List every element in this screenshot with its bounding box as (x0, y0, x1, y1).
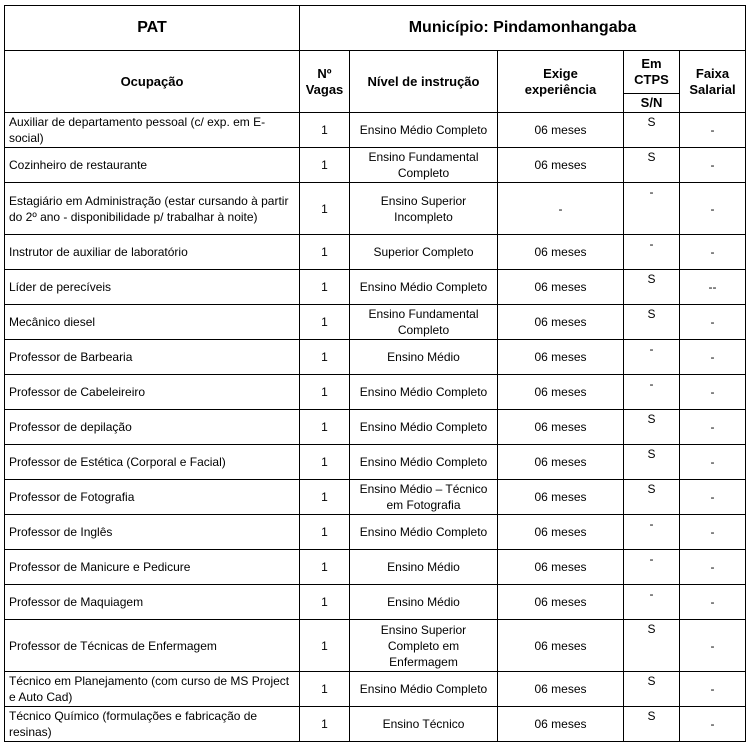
cell-ocupacao: Professor de Manicure e Pedicure (5, 550, 300, 585)
col-header-instrucao: Nível de instrução (350, 51, 498, 113)
cell-ocupacao: Professor de Barbearia (5, 340, 300, 375)
cell-ctps: S (624, 410, 680, 445)
cell-faixa: - (680, 148, 746, 183)
cell-faixa: - (680, 113, 746, 148)
cell-ocupacao: Estagiário em Administração (estar cursando à partir do 2º ano - disponibilidade p/ trabalhar à noite) (5, 183, 300, 235)
cell-vagas: 1 (300, 707, 350, 742)
cell-vagas: 1 (300, 480, 350, 515)
cell-instrucao: Ensino Médio Completo (350, 375, 498, 410)
cell-faixa: - (680, 480, 746, 515)
col-header-vagas-line1: Nº (317, 65, 332, 81)
col-header-ctps-sn: S/N (624, 94, 680, 113)
cell-ocupacao: Auxiliar de departamento pessoal (c/ exp. em E-social) (5, 113, 300, 148)
cell-ctps: - (624, 340, 680, 375)
cell-experiencia: 06 meses (498, 620, 624, 672)
cell-ocupacao: Professor de Técnicas de Enfermagem (5, 620, 300, 672)
cell-faixa: - (680, 183, 746, 235)
cell-experiencia: - (498, 183, 624, 235)
municipio-title: Município: Pindamonhangaba (300, 6, 746, 51)
cell-ocupacao: Professor de Maquiagem (5, 585, 300, 620)
cell-instrucao: Ensino Médio – Técnico em Fotografia (350, 480, 498, 515)
cell-ctps: - (624, 183, 680, 235)
cell-ctps: - (624, 515, 680, 550)
table-row (5, 183, 746, 235)
cell-instrucao: Ensino Médio Completo (350, 410, 498, 445)
table-row (5, 113, 746, 148)
cell-instrucao: Ensino Técnico (350, 707, 498, 742)
col-header-vagas (300, 51, 350, 113)
cell-faixa: - (680, 550, 746, 585)
col-header-experiencia-line2: experiência (524, 81, 597, 97)
cell-vagas: 1 (300, 305, 350, 340)
cell-experiencia: 06 meses (498, 445, 624, 480)
cell-ctps: S (624, 445, 680, 480)
cell-faixa: - (680, 410, 746, 445)
cell-ocupacao: Mecânico diesel (5, 305, 300, 340)
table-row (5, 515, 746, 550)
cell-vagas: 1 (300, 672, 350, 707)
cell-ocupacao: Professor de Fotografia (5, 480, 300, 515)
cell-ctps: S (624, 672, 680, 707)
table-row (5, 585, 746, 620)
cell-faixa: - (680, 672, 746, 707)
cell-experiencia: 06 meses (498, 113, 624, 148)
table-row (5, 480, 746, 515)
cell-vagas: 1 (300, 585, 350, 620)
vacancies-table (4, 5, 746, 742)
cell-vagas: 1 (300, 183, 350, 235)
cell-ctps: S (624, 620, 680, 672)
cell-vagas: 1 (300, 340, 350, 375)
cell-experiencia: 06 meses (498, 515, 624, 550)
title-row (5, 6, 746, 51)
table-row (5, 305, 746, 340)
col-header-ctps (624, 51, 680, 94)
cell-instrucao: Ensino Médio Completo (350, 515, 498, 550)
cell-vagas: 1 (300, 445, 350, 480)
cell-faixa: - (680, 340, 746, 375)
cell-experiencia: 06 meses (498, 585, 624, 620)
cell-faixa: - (680, 445, 746, 480)
table-row (5, 375, 746, 410)
cell-experiencia: 06 meses (498, 305, 624, 340)
cell-instrucao: Ensino Médio Completo (350, 672, 498, 707)
cell-ctps: - (624, 550, 680, 585)
cell-ctps: S (624, 707, 680, 742)
col-header-ctps-line2: CTPS (634, 72, 669, 87)
cell-ocupacao: Técnico Químico (formulações e fabricação de resinas) (5, 707, 300, 742)
col-header-ocupacao: Ocupação (5, 51, 300, 113)
cell-vagas: 1 (300, 270, 350, 305)
table-row (5, 672, 746, 707)
cell-instrucao: Ensino Médio (350, 340, 498, 375)
table-row (5, 550, 746, 585)
cell-ctps: S (624, 270, 680, 305)
cell-faixa: - (680, 375, 746, 410)
col-header-faixa (680, 51, 746, 113)
cell-experiencia: 06 meses (498, 707, 624, 742)
table-row (5, 620, 746, 672)
cell-ocupacao: Professor de Estética (Corporal e Facial) (5, 445, 300, 480)
cell-experiencia: 06 meses (498, 672, 624, 707)
table-row (5, 707, 746, 742)
cell-instrucao: Ensino Fundamental Completo (350, 148, 498, 183)
table-row (5, 235, 746, 270)
pat-title: PAT (5, 6, 300, 51)
cell-ctps: S (624, 305, 680, 340)
cell-vagas: 1 (300, 148, 350, 183)
col-header-experiencia (498, 51, 624, 113)
cell-ocupacao: Técnico em Planejamento (com curso de MS Project e Auto Cad) (5, 672, 300, 707)
cell-experiencia: 06 meses (498, 148, 624, 183)
table-row (5, 270, 746, 305)
col-header-ctps-line1: Em (641, 56, 662, 71)
cell-ocupacao: Professor de Cabeleireiro (5, 375, 300, 410)
cell-faixa: - (680, 620, 746, 672)
cell-ocupacao: Professor de Inglês (5, 515, 300, 550)
cell-experiencia: 06 meses (498, 480, 624, 515)
table-row (5, 410, 746, 445)
cell-instrucao: Ensino Superior Incompleto (350, 183, 498, 235)
cell-instrucao: Ensino Superior Completo em Enfermagem (350, 620, 498, 672)
cell-instrucao: Ensino Médio Completo (350, 113, 498, 148)
cell-ctps: S (624, 480, 680, 515)
cell-experiencia: 06 meses (498, 270, 624, 305)
cell-vagas: 1 (300, 550, 350, 585)
cell-faixa: - (680, 235, 746, 270)
cell-faixa: - (680, 585, 746, 620)
cell-instrucao: Ensino Médio (350, 585, 498, 620)
cell-faixa: - (680, 305, 746, 340)
cell-experiencia: 06 meses (498, 550, 624, 585)
cell-instrucao: Ensino Médio (350, 550, 498, 585)
cell-ocupacao: Instrutor de auxiliar de laboratório (5, 235, 300, 270)
cell-ocupacao: Cozinheiro de restaurante (5, 148, 300, 183)
cell-faixa: -- (680, 270, 746, 305)
table-row (5, 148, 746, 183)
cell-ctps: S (624, 113, 680, 148)
col-header-faixa-line1: Faixa (695, 65, 730, 81)
cell-experiencia: 06 meses (498, 340, 624, 375)
cell-ctps: - (624, 235, 680, 270)
cell-vagas: 1 (300, 620, 350, 672)
cell-experiencia: 06 meses (498, 235, 624, 270)
cell-vagas: 1 (300, 410, 350, 445)
cell-experiencia: 06 meses (498, 410, 624, 445)
cell-vagas: 1 (300, 515, 350, 550)
cell-instrucao: Superior Completo (350, 235, 498, 270)
cell-ocupacao: Líder de perecíveis (5, 270, 300, 305)
cell-ctps: S (624, 148, 680, 183)
cell-ctps: - (624, 585, 680, 620)
col-header-faixa-line2: Salarial (689, 81, 736, 97)
table-row (5, 340, 746, 375)
cell-vagas: 1 (300, 375, 350, 410)
cell-vagas: 1 (300, 235, 350, 270)
col-header-experiencia-line1: Exige (543, 65, 578, 81)
cell-faixa: - (680, 707, 746, 742)
cell-instrucao: Ensino Médio Completo (350, 270, 498, 305)
cell-instrucao: Ensino Fundamental Completo (350, 305, 498, 340)
cell-faixa: - (680, 515, 746, 550)
cell-experiencia: 06 meses (498, 375, 624, 410)
cell-ctps: - (624, 375, 680, 410)
col-header-vagas-line2: Vagas (305, 81, 344, 97)
table-row (5, 445, 746, 480)
cell-vagas: 1 (300, 113, 350, 148)
cell-ocupacao: Professor de depilação (5, 410, 300, 445)
column-header-row (5, 51, 746, 94)
cell-instrucao: Ensino Médio Completo (350, 445, 498, 480)
